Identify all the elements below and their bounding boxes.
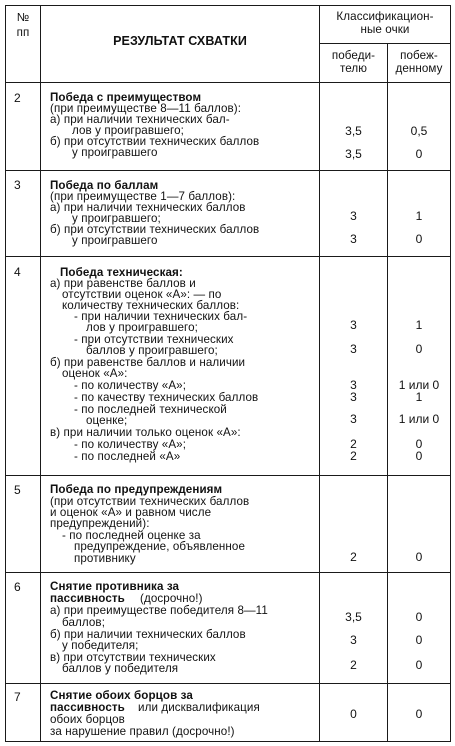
header-no-label: № пп [16, 11, 30, 39]
row-text: б) при равенстве баллов и наличии [50, 356, 246, 369]
row-title: пассивность [50, 592, 125, 605]
winner-points: 2 [350, 437, 357, 451]
table-border-right [450, 5, 451, 742]
table-border-bottom [5, 741, 451, 742]
row-text: баллов у победителя [62, 662, 179, 675]
row-text: в) при наличии только оценок «А»: [50, 426, 241, 439]
row-title: Снятие обоих борцов за [50, 689, 193, 702]
winner-points: 3,5 [345, 610, 362, 624]
row-number: 3 [14, 178, 21, 192]
loser-points: 0 [415, 437, 423, 451]
row-title: Победа по баллам [50, 179, 159, 192]
row-text: у проигравшего; [72, 212, 161, 225]
winner-points: 2 [350, 449, 357, 463]
row-divider-3-4 [5, 256, 451, 257]
row-text: (при отсутствии технических баллов [50, 495, 250, 508]
row-text: обоих борцов [50, 713, 125, 726]
loser-points: 0 [415, 707, 423, 721]
row-divider-5-6 [5, 572, 451, 573]
row-text: или дисквалификация [138, 701, 260, 714]
row-text: количеству технических баллов: [62, 299, 240, 312]
row-text: б) при наличии технических баллов [50, 628, 246, 641]
header-bottom-line [5, 82, 451, 83]
table-border-left [5, 5, 6, 742]
row-number: 4 [14, 265, 21, 279]
row-text: противнику [74, 552, 136, 565]
loser-points: 1 или 0 [398, 412, 440, 426]
header-result-title: РЕЗУЛЬТАТ СХВАТКИ [113, 34, 247, 48]
row-text: оценке; [86, 414, 128, 427]
row-number: 2 [14, 91, 21, 105]
row-text: - по качеству технических баллов [74, 391, 259, 404]
winner-points: 2 [350, 550, 357, 564]
row-text: - по количеству «А»; [74, 438, 187, 451]
header-subdivider [319, 43, 451, 44]
row-title: Победа техническая: [60, 266, 183, 279]
loser-points: 0 [415, 342, 423, 356]
row-text: а) при наличии технических баллов [50, 201, 246, 214]
row-text: (при преимуществе 8—11 баллов): [50, 102, 242, 115]
row-text: отсутствии оценок «А»: — по [62, 288, 222, 301]
winner-points: 3 [350, 209, 357, 223]
row-text: лов у проигравшего; [86, 321, 198, 334]
loser-points: 0 [415, 232, 423, 246]
row-text: баллов у проигравшего; [86, 344, 218, 357]
row-text: - по последней «А» [74, 450, 181, 463]
header-points-title: Классификацион- ные очки [336, 10, 434, 36]
loser-points: 0 [415, 147, 423, 161]
table-border-top [5, 5, 451, 6]
row-number: 7 [14, 690, 21, 704]
row-divider-6-7 [5, 683, 451, 684]
row-title: Победа с преимуществом [50, 91, 202, 104]
row-text: у проигравшего [72, 234, 158, 247]
winner-points: 3 [350, 412, 357, 426]
loser-points: 0 [415, 610, 423, 624]
loser-points: 0,5 [410, 124, 428, 138]
loser-points: 1 [415, 318, 423, 332]
row-text: у победителя; [62, 639, 139, 652]
winner-points: 3 [350, 633, 357, 647]
row-text: а) при преимуществе победителя 8—11 [50, 604, 268, 617]
row-text: и оценок «А» и равном числе [50, 506, 212, 519]
row-text: - при наличии технических бал- [74, 310, 248, 323]
loser-points: 1 [415, 390, 423, 404]
row-text: а) при равенстве баллов и [50, 277, 196, 290]
row-title: Победа по предупреждениям [50, 483, 223, 496]
winner-points: 2 [350, 658, 357, 672]
winner-points: 3,5 [345, 124, 362, 138]
winner-points: 3,5 [345, 147, 362, 161]
row-divider-4-5 [5, 475, 451, 476]
row-text: у проигравшего [72, 146, 158, 159]
winner-points: 3 [350, 378, 357, 392]
row-text: предупреждение, объявленное [74, 540, 245, 553]
row-title: Снятие противника за [50, 580, 180, 593]
row-text: - по последней оценке за [62, 529, 201, 542]
row-text: баллов; [62, 616, 106, 629]
loser-points: 0 [415, 633, 423, 647]
winner-points: 3 [350, 318, 357, 332]
loser-points: 0 [415, 658, 423, 672]
header-loser: побеж- денному [395, 49, 443, 75]
row-text: (при преимуществе 1—7 баллов): [50, 190, 236, 203]
row-title: пассивность [50, 701, 125, 714]
loser-points: 1 или 0 [398, 378, 440, 392]
row-divider-2-3 [5, 170, 451, 171]
row-text: за нарушение правил (досрочно!) [50, 725, 235, 738]
loser-points: 0 [415, 449, 423, 463]
winner-points: 3 [350, 342, 357, 356]
loser-points: 0 [415, 550, 423, 564]
row-text: - по количеству «А»; [74, 379, 187, 392]
winner-points: 3 [350, 232, 357, 246]
header-winner: победи- телю [331, 49, 376, 75]
row-text: - по последней технической [74, 403, 227, 416]
row-text: а) при наличии технических бал- [50, 113, 230, 126]
row-number: 6 [14, 580, 21, 594]
row-text: лов у проигравшего; [72, 124, 184, 137]
loser-points: 1 [415, 209, 423, 223]
winner-points: 3 [350, 390, 357, 404]
row-text: предупреждений): [50, 517, 150, 530]
row-number: 5 [14, 483, 21, 497]
column-divider-result [319, 5, 320, 742]
row-text: (досрочно!) [140, 592, 203, 605]
winner-points: 0 [350, 707, 357, 721]
column-divider-no [40, 5, 41, 742]
row-text: в) при отсутствии технических [50, 651, 216, 664]
row-text: б) при отсутствии технических баллов [50, 223, 260, 236]
row-text: - при отсутствии технических [74, 333, 234, 346]
row-text: оценок «А»: [62, 367, 128, 380]
row-text: б) при отсутствии технических баллов [50, 135, 260, 148]
